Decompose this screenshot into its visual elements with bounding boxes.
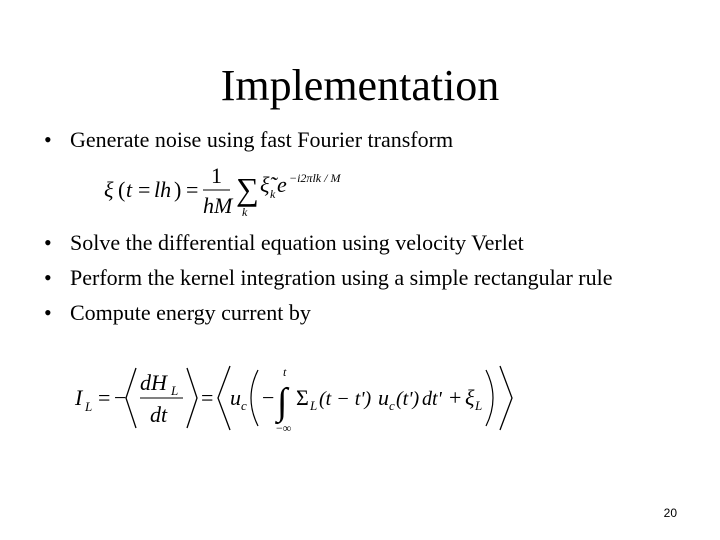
- bullet-marker: •: [44, 300, 52, 325]
- right-angle-inner: [500, 366, 512, 430]
- bullet-marker: •: [44, 230, 52, 255]
- eq-equals-1: =: [98, 385, 111, 410]
- right-angle-outer: [187, 368, 197, 428]
- right-paren: [486, 370, 493, 426]
- eq-xi: ξ: [104, 177, 114, 202]
- eq-uc: u: [378, 385, 389, 410]
- eq-xi: ξ: [465, 385, 475, 410]
- eq-xi-tilde: ξ̃: [260, 172, 270, 197]
- eq-Sigma-sub: L: [310, 398, 318, 413]
- upper-limit: t: [283, 365, 287, 379]
- integral-symbol: ∫: [277, 381, 288, 423]
- eq-dH-sub: L: [171, 383, 179, 398]
- svg-text:): ): [174, 177, 182, 202]
- bullet-text: Compute energy current by: [70, 300, 311, 325]
- eq-arg: (t − t'): [319, 388, 372, 410]
- eq-one: 1: [211, 163, 222, 188]
- sum-symbol: ∑: [236, 171, 259, 207]
- eq-dH: dH: [140, 370, 167, 395]
- bullet-text: Solve the differential equation using velocity Verlet: [70, 230, 524, 255]
- eq-e: e: [277, 172, 287, 197]
- noise-equation: [100, 160, 370, 220]
- bullet-item-fft: [44, 127, 453, 153]
- left-angle-inner: [218, 366, 230, 430]
- energy-current-equation: [70, 362, 520, 438]
- bullet-item-verlet: [44, 230, 524, 256]
- slide-number: 20: [663, 506, 677, 520]
- bullet-text: Generate noise using fast Fourier transform: [70, 127, 454, 152]
- bullet-item-energy: [44, 300, 311, 326]
- eq-uc-sub: c: [389, 398, 395, 413]
- eq-xi-sub: L: [475, 398, 483, 413]
- bullet-text: Perform the kernel integration using a simple rectangular rule: [70, 265, 613, 290]
- eq-equals-inner: =: [138, 177, 151, 202]
- eq-minus-1: −: [114, 385, 127, 410]
- slide-title: Implementation: [220, 61, 500, 110]
- bullet-marker: •: [44, 127, 52, 152]
- eq-equals: =: [186, 177, 199, 202]
- eq-equals-2: =: [201, 385, 214, 410]
- eq-uc-arg: (t'): [396, 388, 420, 410]
- eq-dtp: dt': [422, 388, 442, 410]
- lower-limit: −∞: [276, 421, 292, 435]
- eq-Sigma: Σ: [296, 385, 309, 410]
- sum-index: k: [242, 205, 248, 219]
- svg-text:(: (: [118, 177, 126, 202]
- eq-exponent: −i2πlk / M: [289, 171, 341, 185]
- left-angle-outer: [126, 368, 136, 428]
- eq-I-sub: L: [85, 399, 93, 414]
- eq-t: t: [126, 177, 133, 202]
- eq-lh: lh: [154, 177, 172, 202]
- eq-denominator: hM: [203, 193, 233, 218]
- eq-minus-2: −: [262, 385, 275, 410]
- eq-u: u: [230, 385, 241, 410]
- bullet-marker: •: [44, 265, 52, 290]
- left-paren: [251, 370, 258, 426]
- eq-I: I: [75, 385, 83, 410]
- eq-u-sub: c: [241, 398, 247, 413]
- bullet-item-kernel: [44, 265, 612, 291]
- eq-plus: +: [449, 385, 462, 410]
- eq-dt: dt: [150, 402, 168, 427]
- eq-xi-sub: k: [270, 187, 276, 201]
